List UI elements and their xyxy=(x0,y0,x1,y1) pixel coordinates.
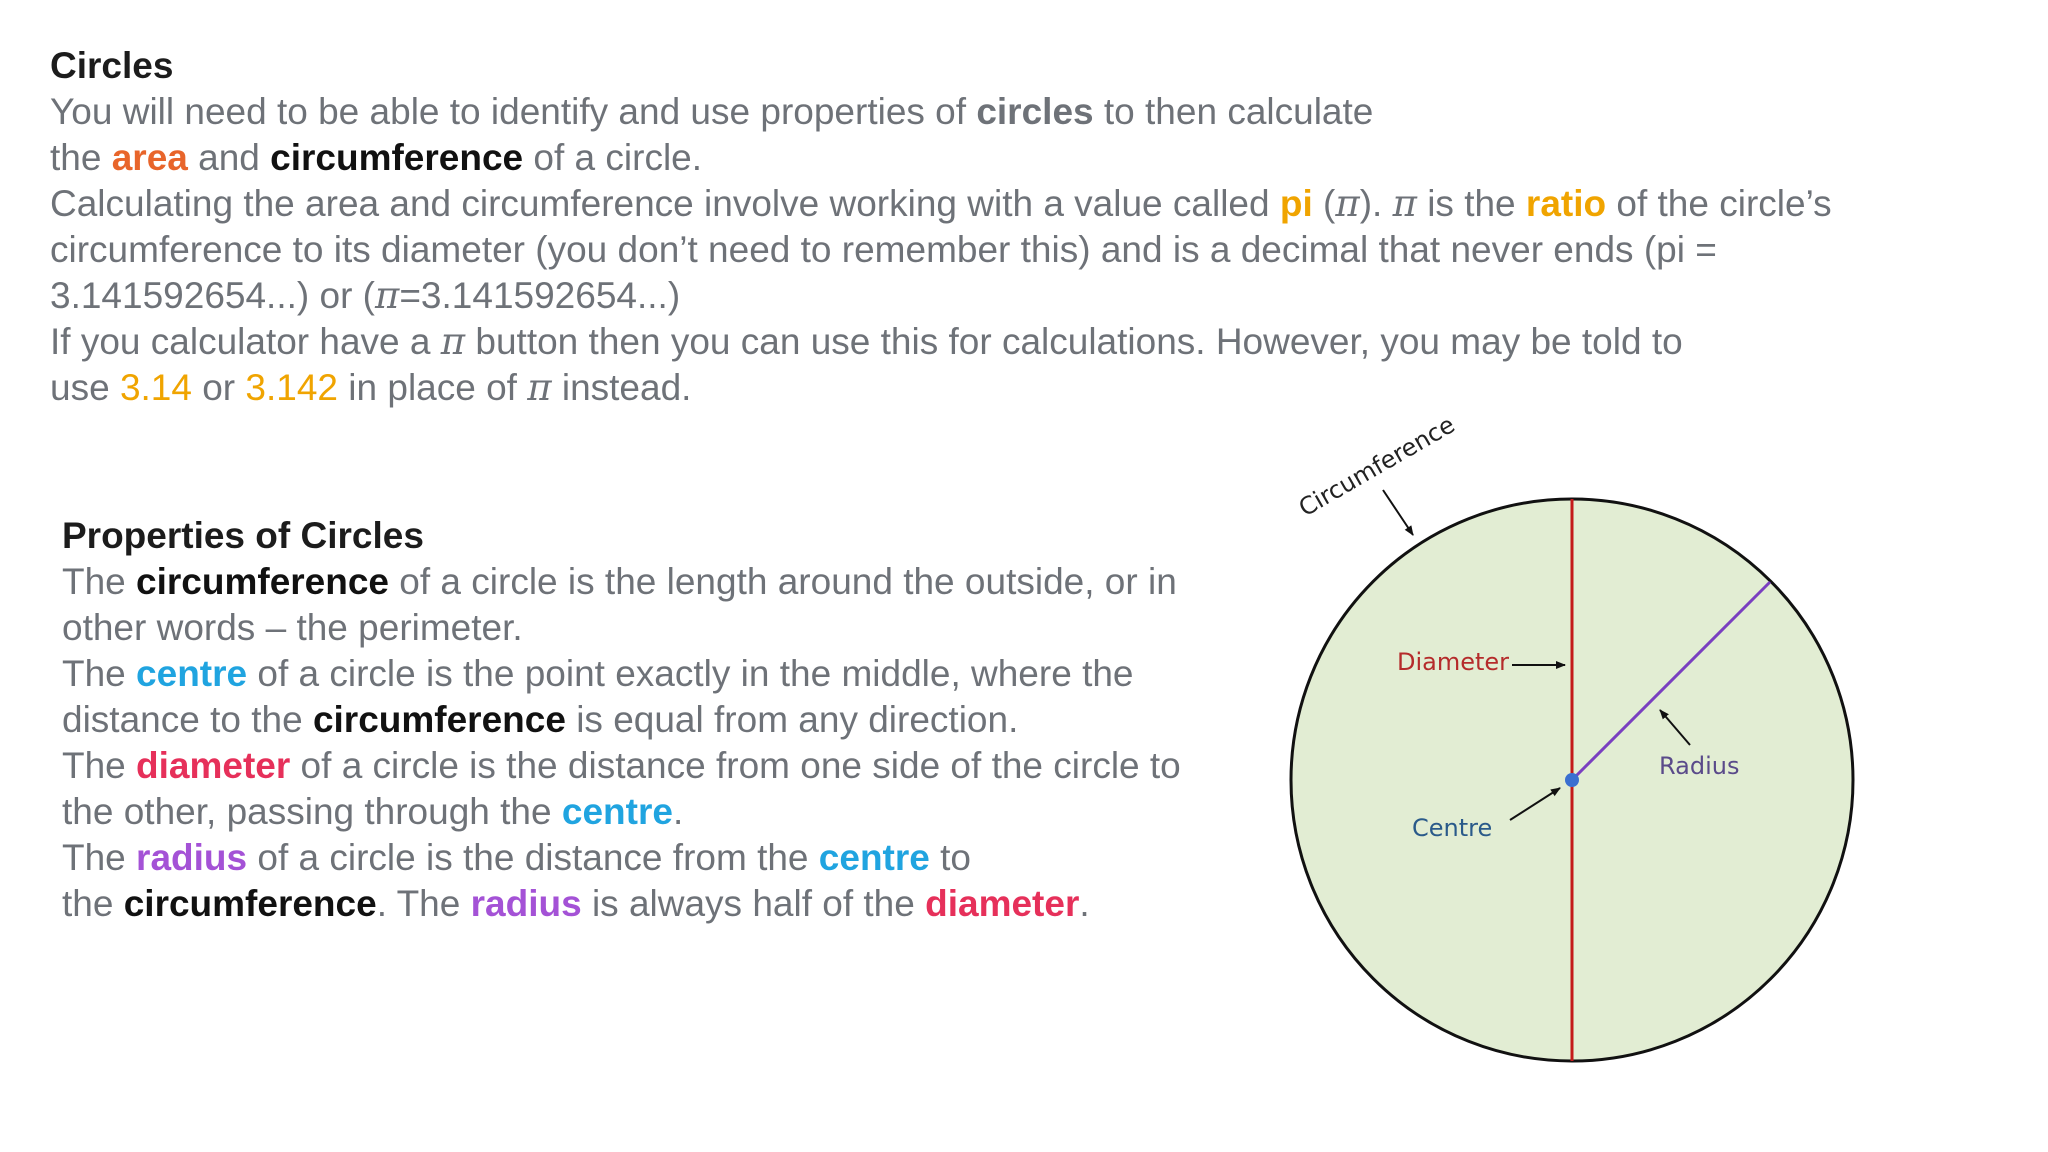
keyword-ratio: ratio xyxy=(1525,183,1607,224)
keyword-radius: radius xyxy=(136,837,248,878)
keyword-diameter: diameter xyxy=(925,883,1080,924)
keyword-pi: pi xyxy=(1279,183,1313,224)
text: of a circle is the length around the outside, or in xyxy=(389,561,1177,602)
centre-definition-line-2 xyxy=(62,697,1262,743)
diameter-label: Diameter xyxy=(1397,648,1510,676)
text: The xyxy=(62,653,137,694)
text: The xyxy=(62,837,137,878)
pi-symbol: π xyxy=(527,366,552,409)
intro-section xyxy=(50,43,2000,411)
text: of a circle is the distance from the xyxy=(247,837,819,878)
text: use xyxy=(50,367,120,408)
text: of a circle is the point exactly in the middle, where the xyxy=(247,653,1134,694)
text: =3.141592654...) xyxy=(399,275,681,316)
text: to then calculate xyxy=(1093,91,1374,132)
text: distance to the xyxy=(62,699,313,740)
intro-line-6 xyxy=(50,319,2000,365)
keyword-area: area xyxy=(111,137,188,178)
intro-line-5 xyxy=(50,273,2000,319)
properties-title: Properties of Circles xyxy=(62,515,424,556)
diameter-definition-line-1 xyxy=(62,743,1262,789)
text: is always half of the xyxy=(581,883,926,924)
text: . xyxy=(1079,883,1090,924)
radius-definition-line-2 xyxy=(62,881,1262,927)
text: the xyxy=(50,137,112,178)
text: . The xyxy=(376,883,471,924)
text: the xyxy=(62,883,124,924)
radius-label: Radius xyxy=(1659,752,1740,780)
diameter-definition-line-2 xyxy=(62,789,1262,835)
keyword-circumference: circumference xyxy=(270,137,524,178)
text: in place of xyxy=(338,367,528,408)
keyword-centre: centre xyxy=(561,791,673,832)
centre-definition-line-1 xyxy=(62,651,1262,697)
keyword-centre: centre xyxy=(136,653,248,694)
circumference-definition-line-2: other words – the perimeter. xyxy=(62,607,523,648)
keyword-circumference: circumference xyxy=(136,561,390,602)
text: is equal from any direction. xyxy=(565,699,1019,740)
intro-line-3 xyxy=(50,181,2000,227)
text: 3.141592654...) or ( xyxy=(50,275,375,316)
intro-line-2 xyxy=(50,135,2000,181)
text: The xyxy=(62,561,137,602)
intro-line-1 xyxy=(50,89,2000,135)
circumference-label: Circumference xyxy=(1294,410,1460,523)
intro-line-4: circumference to its diameter (you don’t need to remember this) and is a decimal that never ends (pi = xyxy=(50,229,1717,270)
text: button then you can use this for calculations. However, you may be told to xyxy=(465,321,1683,362)
text: The xyxy=(62,745,137,786)
text: If you calculator have a xyxy=(50,321,441,362)
value-3-14: 3.14 xyxy=(119,367,192,408)
value-3-142: 3.142 xyxy=(245,367,339,408)
text: Calculating the area and circumference involve working with a value called xyxy=(50,183,1280,224)
text: ( xyxy=(1312,183,1336,224)
text: to xyxy=(929,837,971,878)
keyword-circumference: circumference xyxy=(312,699,566,740)
text: the other, passing through the xyxy=(62,791,562,832)
pi-symbol: π xyxy=(440,320,466,363)
keyword-diameter: diameter xyxy=(136,745,291,786)
text: of a circle is the distance from one side of the circle to xyxy=(290,745,1181,786)
pi-symbol: π xyxy=(1392,182,1417,225)
keyword-circles: circles xyxy=(976,91,1094,132)
text: is the xyxy=(1416,183,1526,224)
circle-diagram xyxy=(1270,395,1890,1075)
text: instead. xyxy=(551,367,692,408)
text: of the circle’s xyxy=(1606,183,1832,224)
keyword-circumference: circumference xyxy=(123,883,377,924)
keyword-centre: centre xyxy=(818,837,930,878)
text: You will need to be able to identify and use properties of xyxy=(50,91,977,132)
circumference-definition-line-1 xyxy=(62,559,1262,605)
text: . xyxy=(672,791,684,832)
properties-section xyxy=(62,513,1262,927)
centre-label: Centre xyxy=(1412,814,1493,842)
pi-symbol: π xyxy=(375,274,400,317)
text: of a circle. xyxy=(523,137,703,178)
text: and xyxy=(187,137,271,178)
intro-title: Circles xyxy=(50,45,174,86)
pi-symbol: π xyxy=(1335,182,1360,225)
text: or xyxy=(191,367,246,408)
keyword-radius: radius xyxy=(470,883,582,924)
centre-point xyxy=(1565,773,1579,787)
radius-definition-line-1 xyxy=(62,835,1262,881)
circumference-arrow xyxy=(1383,490,1413,535)
text: ). xyxy=(1359,183,1393,224)
